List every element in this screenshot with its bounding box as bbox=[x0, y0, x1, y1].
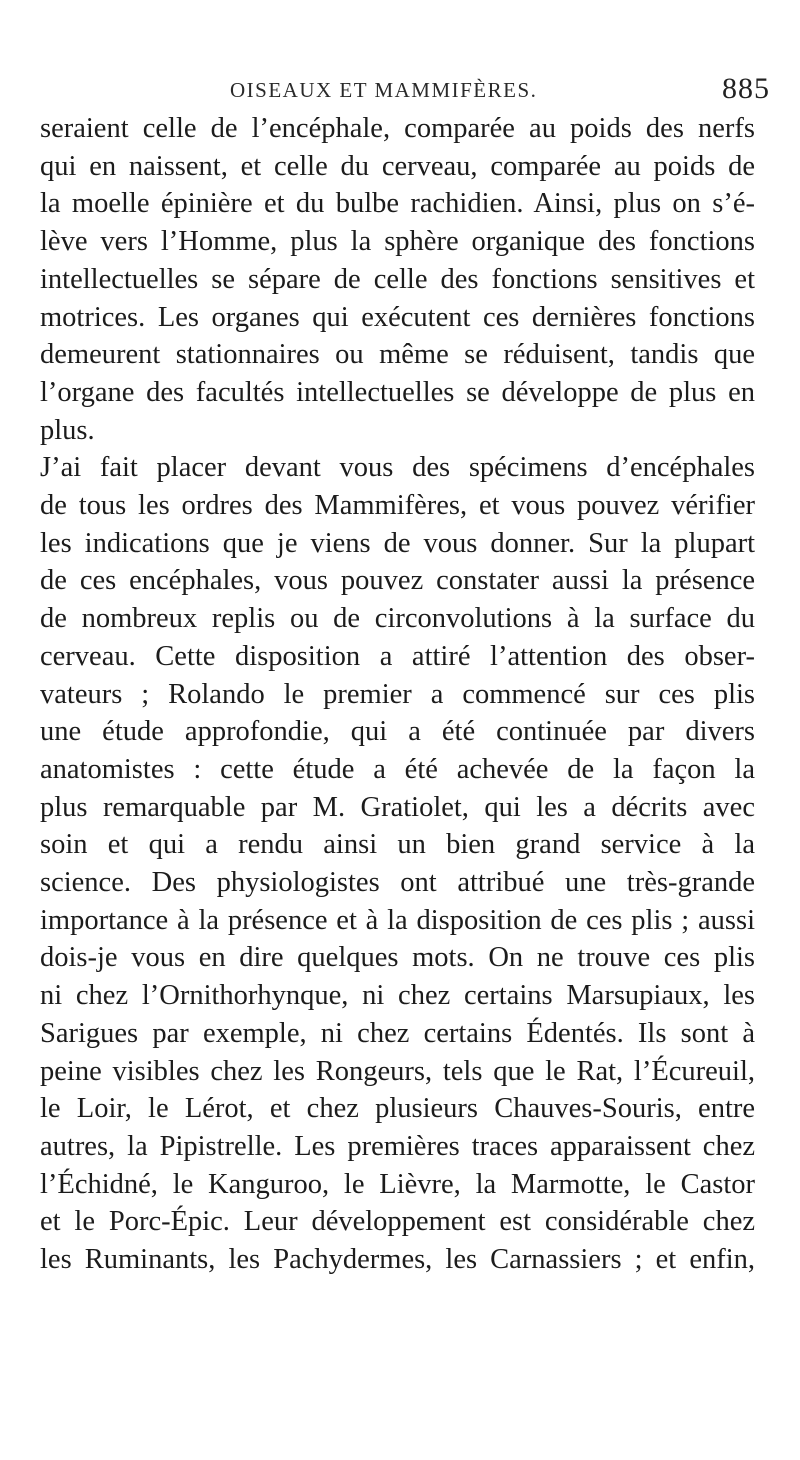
text-line: ni chez l’Ornithorhynque, ni chez certains Marsupiaux, les bbox=[40, 980, 755, 1012]
text-line: dois-je vous en dire quelques mots. On ne trouve ces plis bbox=[40, 942, 755, 974]
text-line: et le Porc-Épic. Leur développement est considérable chez bbox=[40, 1206, 755, 1238]
text-line: qui en naissent, et celle du cerveau, comparée au poids de bbox=[40, 150, 755, 182]
text-line: l’Échidné, le Kanguroo, le Lièvre, la Marmotte, le Castor bbox=[40, 1168, 755, 1200]
text-line: cerveau. Cette disposition a attiré l’attention des obser- bbox=[40, 640, 755, 672]
text-line: seraient celle de l’encéphale, comparée au poids des nerfs bbox=[40, 113, 755, 144]
paragraph-2 bbox=[40, 449, 755, 1278]
text-line: anatomistes : cette étude a été achevée de la façon la bbox=[40, 753, 755, 785]
text-line: soin et qui a rendu ainsi un bien grand service à la bbox=[40, 829, 755, 861]
text-line: de ces encéphales, vous pouvez constater aussi la présence bbox=[40, 565, 755, 597]
text-line: autres, la Pipistrelle. Les premières traces apparaissent chez bbox=[40, 1130, 755, 1162]
text-line: de nombreux replis ou de circonvolutions à la surface du bbox=[40, 603, 755, 635]
text-line: intellectuelles se sépare de celle des fonctions sensitives et bbox=[40, 263, 755, 295]
text-line: plus remarquable par M. Gratiolet, qui les a décrits avec bbox=[40, 791, 755, 823]
text-line: la moelle épinière et du bulbe rachidien. Ainsi, plus on s’é- bbox=[40, 188, 755, 220]
text-line: importance à la présence et à la disposition de ces plis ; aussi bbox=[40, 904, 755, 936]
text-line: les indications que je viens de vous donner. Sur la plupart bbox=[40, 527, 755, 559]
text-line: vateurs ; Rolando le premier a commencé sur ces plis bbox=[40, 678, 755, 710]
running-title: OISEAUX ET MAMMIFÈRES. bbox=[230, 78, 538, 102]
paragraph-1 bbox=[40, 110, 755, 449]
body-text bbox=[40, 110, 755, 1279]
text-line: de tous les ordres des Mammifères, et vous pouvez vérifier bbox=[40, 490, 755, 522]
text-line: l’organe des facultés intellectuelles se développe de plus en bbox=[40, 376, 755, 408]
text-line: demeurent stationnaires ou même se réduisent, tandis que bbox=[40, 339, 755, 371]
text-line: science. Des physiologistes ont attribué une très-grande bbox=[40, 867, 755, 899]
text-line: plus. bbox=[40, 414, 95, 446]
text-line: Sarigues par exemple, ni chez certains Édentés. Ils sont à bbox=[40, 1017, 755, 1049]
text-line: J’ai fait placer devant vous des spécimens d’encéphales bbox=[40, 452, 755, 484]
text-line: le Loir, le Lérot, et chez plusieurs Chauves-Souris, entre bbox=[40, 1093, 755, 1125]
text-line: les Ruminants, les Pachydermes, les Carnassiers ; et enfin, bbox=[40, 1244, 755, 1276]
page-number: 885 bbox=[722, 72, 770, 105]
text-line: motrices. Les organes qui exécutent ces dernières fonctions bbox=[40, 301, 755, 333]
text-line: peine visibles chez les Rongeurs, tels que le Rat, l’Écureuil, bbox=[40, 1055, 755, 1087]
text-line: une étude approfondie, qui a été continuée par divers bbox=[40, 716, 755, 748]
text-line: lève vers l’Homme, plus la sphère organique des fonctions bbox=[40, 226, 755, 258]
running-head bbox=[30, 72, 770, 112]
